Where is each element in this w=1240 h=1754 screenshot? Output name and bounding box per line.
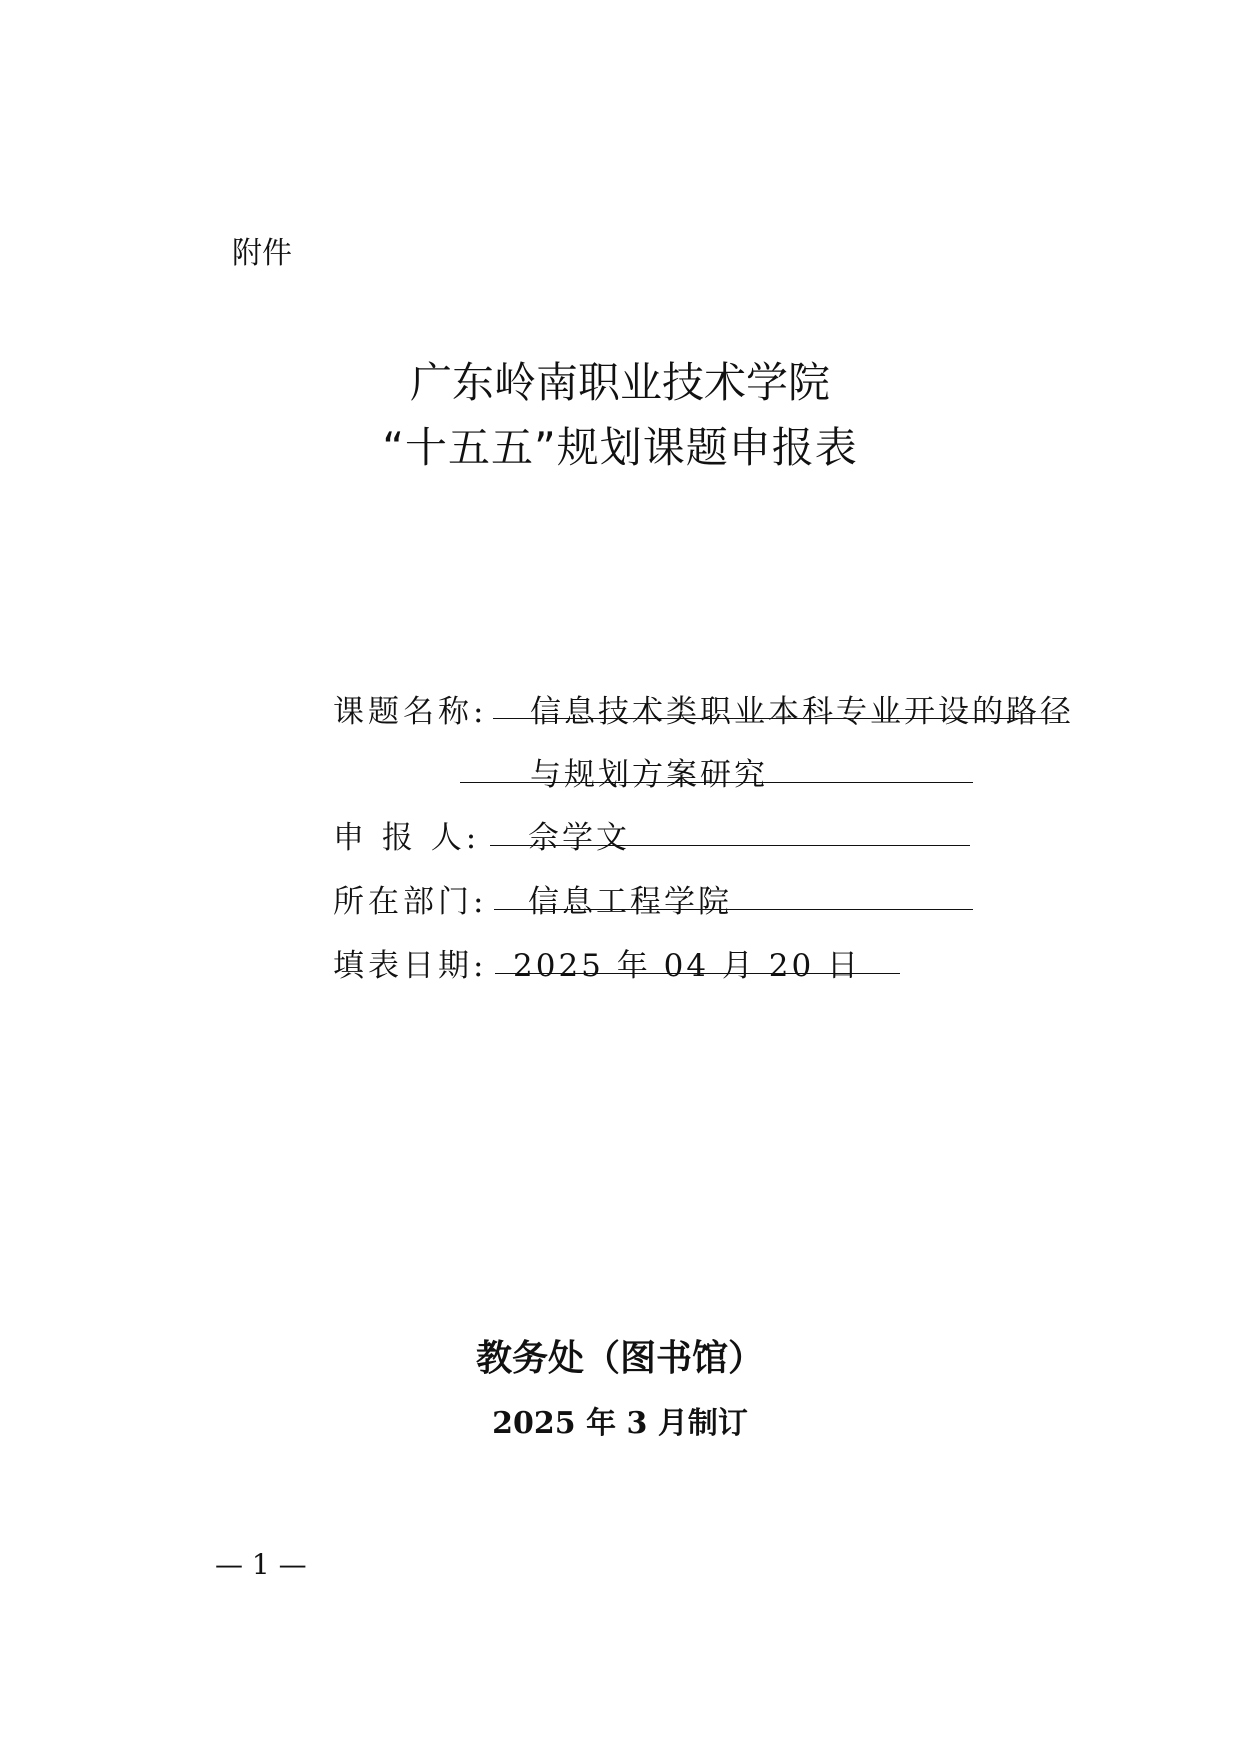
applicant-label: 申 报 人: <box>333 820 481 856</box>
department-underline <box>494 909 973 910</box>
topic-value-line1: 信息技术类职业本科专业开设的路径 <box>530 694 1074 730</box>
topic-value-line2: 与规划方案研究 <box>530 757 768 793</box>
applicant-value: 佘学文 <box>528 820 630 856</box>
topic-underline-1 <box>493 718 1060 719</box>
document-title-line1: 广东岭南职业技术学院 <box>409 358 830 407</box>
topic-underline-2 <box>460 782 973 783</box>
issued-date: 2025 年 3 月制订 <box>492 1406 748 1441</box>
attachment-label: 附件 <box>232 236 292 271</box>
topic-label: 课题名称: <box>333 694 488 730</box>
date-label: 填表日期: <box>333 948 488 984</box>
date-underline <box>495 973 900 974</box>
applicant-underline <box>490 845 970 846</box>
issuer-name: 教务处（图书馆） <box>475 1337 764 1379</box>
date-value: 2025 年 04 月 20 日 <box>513 948 862 984</box>
document-title-line2: “十五五”规划课题申报表 <box>382 423 858 472</box>
department-label: 所在部门: <box>333 884 488 920</box>
page-number: — 1 — <box>215 1548 307 1581</box>
department-value: 信息工程学院 <box>528 884 732 920</box>
